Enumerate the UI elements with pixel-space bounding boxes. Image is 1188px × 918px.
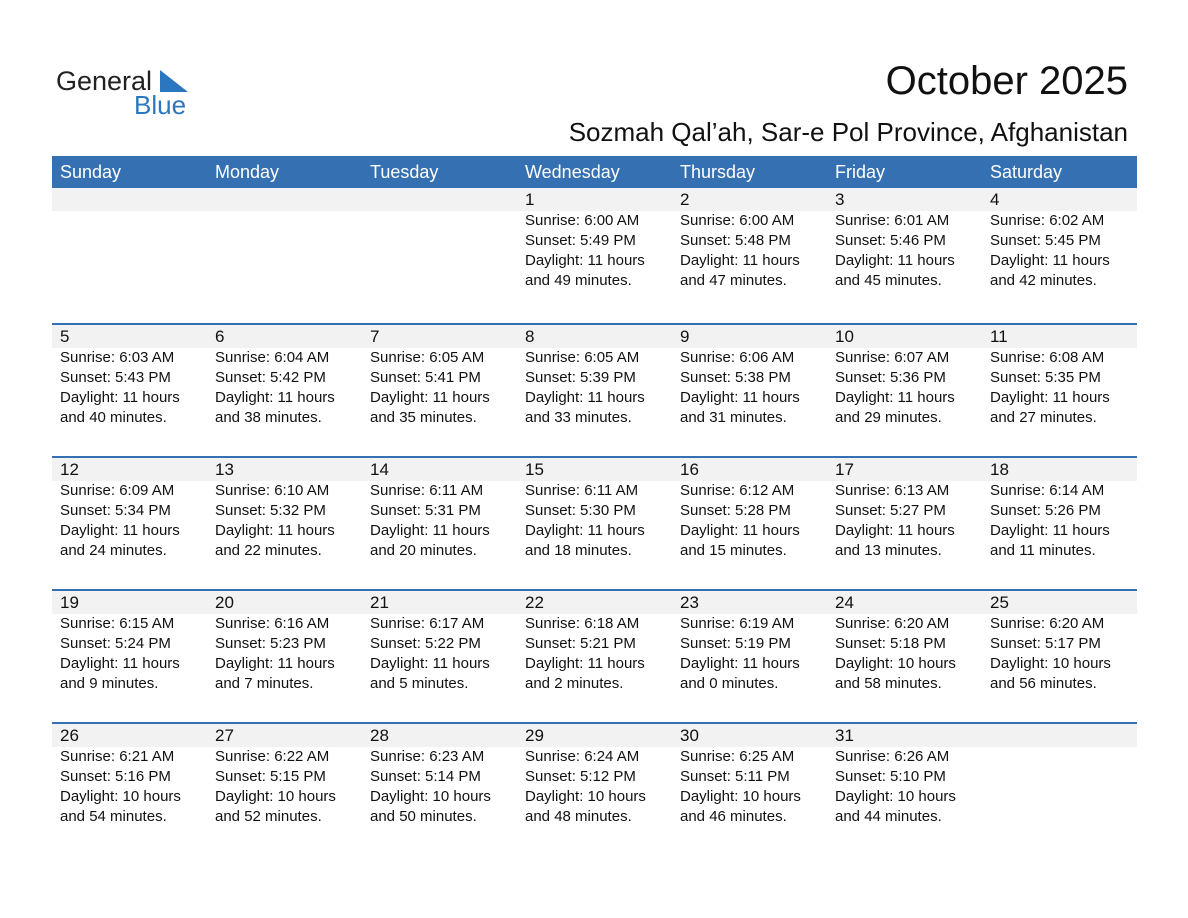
daylight-minutes-text: and 50 minutes. — [370, 808, 477, 825]
daylight-text: Daylight: 11 hours — [525, 655, 645, 672]
daylight-text: Daylight: 11 hours — [215, 389, 335, 406]
day-cell — [207, 591, 362, 694]
sunset-text: Sunset: 5:28 PM — [680, 502, 791, 519]
sunset-text: Sunset: 5:18 PM — [835, 635, 946, 652]
calendar-grid — [52, 156, 1137, 855]
sunset-text: Sunset: 5:30 PM — [525, 502, 636, 519]
weekday-wednesday: Wednesday — [525, 162, 620, 182]
location-subtitle: Sozmah Qal’ah, Sar-e Pol Province, Afghanistan — [568, 117, 1128, 147]
daylight-minutes-text: and 5 minutes. — [370, 675, 469, 692]
daylight-text: Daylight: 10 hours — [525, 788, 646, 805]
daylight-text: Daylight: 11 hours — [60, 655, 180, 672]
day-number: 21 — [370, 593, 389, 612]
day-cell — [672, 724, 827, 827]
day-number: 16 — [680, 460, 699, 479]
daylight-minutes-text: and 18 minutes. — [525, 542, 632, 559]
day-cell — [517, 724, 672, 827]
day-cell — [672, 188, 827, 291]
week-cells — [52, 325, 1137, 428]
daylight-text: Daylight: 11 hours — [525, 389, 645, 406]
sunset-text: Sunset: 5:42 PM — [215, 369, 326, 386]
sunset-text: Sunset: 5:31 PM — [370, 502, 481, 519]
daylight-text: Daylight: 11 hours — [990, 522, 1110, 539]
daylight-text: Daylight: 11 hours — [835, 389, 955, 406]
daylight-minutes-text: and 22 minutes. — [215, 542, 322, 559]
day-cell — [362, 591, 517, 694]
weekday-header-row — [52, 156, 1137, 188]
sunrise-text: Sunrise: 6:19 AM — [680, 615, 795, 632]
sunrise-text: Sunrise: 6:05 AM — [525, 349, 640, 366]
sunset-text: Sunset: 5:19 PM — [680, 635, 791, 652]
day-cell — [827, 724, 982, 827]
daylight-minutes-text: and 13 minutes. — [835, 542, 942, 559]
day-cell — [672, 325, 827, 428]
daylight-text: Daylight: 10 hours — [370, 788, 491, 805]
daylight-text: Daylight: 11 hours — [525, 522, 645, 539]
day-number: 13 — [215, 460, 234, 479]
sunset-text: Sunset: 5:41 PM — [370, 369, 481, 386]
weekday-tuesday: Tuesday — [370, 162, 439, 182]
daylight-minutes-text: and 33 minutes. — [525, 409, 632, 426]
day-number: 30 — [680, 726, 699, 745]
sunrise-text: Sunrise: 6:20 AM — [835, 615, 950, 632]
day-cell — [827, 591, 982, 694]
day-cell — [52, 458, 207, 561]
sunrise-text: Sunrise: 6:22 AM — [215, 748, 330, 765]
daylight-minutes-text: and 48 minutes. — [525, 808, 632, 825]
day-number: 12 — [60, 460, 79, 479]
weekday-monday: Monday — [215, 162, 280, 182]
daylight-minutes-text: and 46 minutes. — [680, 808, 787, 825]
daylight-text: Daylight: 11 hours — [680, 252, 800, 269]
empty-day-cell — [52, 188, 207, 291]
empty-day-cell — [982, 724, 1137, 827]
sunrise-text: Sunrise: 6:03 AM — [60, 349, 175, 366]
sunrise-text: Sunrise: 6:23 AM — [370, 748, 485, 765]
sunset-text: Sunset: 5:22 PM — [370, 635, 481, 652]
day-cell — [982, 325, 1137, 428]
day-cell — [52, 591, 207, 694]
sunset-text: Sunset: 5:39 PM — [525, 369, 636, 386]
sunrise-text: Sunrise: 6:08 AM — [990, 349, 1105, 366]
sunset-text: Sunset: 5:15 PM — [215, 768, 326, 785]
sunset-text: Sunset: 5:43 PM — [60, 369, 171, 386]
day-number: 8 — [525, 327, 535, 346]
day-number: 31 — [835, 726, 854, 745]
daylight-text: Daylight: 11 hours — [680, 522, 800, 539]
weekday-sunday: Sunday — [60, 162, 122, 182]
day-number: 24 — [835, 593, 854, 612]
day-number: 1 — [525, 190, 535, 209]
sunrise-text: Sunrise: 6:00 AM — [525, 212, 640, 229]
sunrise-text: Sunrise: 6:00 AM — [680, 212, 795, 229]
daylight-minutes-text: and 24 minutes. — [60, 542, 167, 559]
day-cell — [827, 188, 982, 291]
week-row — [52, 589, 1137, 722]
day-number: 11 — [990, 327, 1008, 346]
week-cells — [52, 458, 1137, 561]
sunrise-text: Sunrise: 6:05 AM — [370, 349, 485, 366]
day-cell — [672, 591, 827, 694]
daylight-text: Daylight: 11 hours — [525, 252, 645, 269]
sunrise-text: Sunrise: 6:12 AM — [680, 482, 795, 499]
logo-triangle-icon — [160, 70, 190, 92]
daylight-text: Daylight: 11 hours — [680, 389, 800, 406]
daylight-text: Daylight: 11 hours — [60, 389, 180, 406]
day-number: 15 — [525, 460, 544, 479]
weeks-container — [52, 188, 1137, 855]
daylight-minutes-text: and 56 minutes. — [990, 675, 1097, 692]
daylight-minutes-text: and 52 minutes. — [215, 808, 322, 825]
sunset-text: Sunset: 5:36 PM — [835, 369, 946, 386]
page-title: October 2025 — [885, 59, 1128, 103]
daylight-minutes-text: and 7 minutes. — [215, 675, 314, 692]
sunset-text: Sunset: 5:49 PM — [525, 232, 636, 249]
daylight-minutes-text: and 15 minutes. — [680, 542, 787, 559]
daylight-minutes-text: and 38 minutes. — [215, 409, 322, 426]
sunset-text: Sunset: 5:27 PM — [835, 502, 946, 519]
sunrise-text: Sunrise: 6:25 AM — [680, 748, 795, 765]
day-cell — [517, 188, 672, 291]
day-number: 29 — [525, 726, 544, 745]
logo-text-general: General — [56, 66, 153, 96]
sunrise-text: Sunrise: 6:13 AM — [835, 482, 950, 499]
daylight-minutes-text: and 29 minutes. — [835, 409, 942, 426]
sunrise-text: Sunrise: 6:11 AM — [370, 482, 484, 499]
day-number: 23 — [680, 593, 699, 612]
day-number: 7 — [370, 327, 380, 346]
day-number: 22 — [525, 593, 544, 612]
day-cell — [362, 724, 517, 827]
daylight-text: Daylight: 11 hours — [60, 522, 180, 539]
day-cell — [827, 325, 982, 428]
sunset-text: Sunset: 5:24 PM — [60, 635, 171, 652]
day-number: 18 — [990, 460, 1009, 479]
sunrise-text: Sunrise: 6:26 AM — [835, 748, 950, 765]
day-cell — [52, 724, 207, 827]
daylight-text: Daylight: 11 hours — [370, 522, 490, 539]
sunrise-text: Sunrise: 6:11 AM — [525, 482, 639, 499]
day-cell — [517, 591, 672, 694]
day-cell — [517, 325, 672, 428]
sunset-text: Sunset: 5:46 PM — [835, 232, 946, 249]
day-number: 25 — [990, 593, 1009, 612]
day-number: 9 — [680, 327, 690, 346]
weekday-thursday: Thursday — [680, 162, 756, 182]
daylight-text: Daylight: 11 hours — [990, 389, 1110, 406]
daylight-minutes-text: and 9 minutes. — [60, 675, 159, 692]
sunset-text: Sunset: 5:14 PM — [370, 768, 481, 785]
daylight-text: Daylight: 10 hours — [215, 788, 336, 805]
sunrise-text: Sunrise: 6:04 AM — [215, 349, 330, 366]
day-cell — [362, 325, 517, 428]
daylight-text: Daylight: 11 hours — [215, 655, 335, 672]
day-cell — [672, 458, 827, 561]
day-cell — [982, 458, 1137, 561]
daylight-minutes-text: and 27 minutes. — [990, 409, 1097, 426]
weekday-saturday: Saturday — [990, 162, 1063, 182]
day-cell — [982, 591, 1137, 694]
daylight-minutes-text: and 49 minutes. — [525, 272, 632, 289]
day-number: 10 — [835, 327, 854, 346]
day-number: 3 — [835, 190, 845, 209]
day-cell — [207, 325, 362, 428]
day-cell — [52, 325, 207, 428]
day-number: 2 — [680, 190, 690, 209]
sunset-text: Sunset: 5:12 PM — [525, 768, 636, 785]
day-number: 4 — [990, 190, 1000, 209]
daylight-text: Daylight: 11 hours — [990, 252, 1110, 269]
sunrise-text: Sunrise: 6:01 AM — [835, 212, 950, 229]
day-number: 20 — [215, 593, 234, 612]
week-row — [52, 323, 1137, 456]
daylight-minutes-text: and 40 minutes. — [60, 409, 167, 426]
sunrise-text: Sunrise: 6:14 AM — [990, 482, 1105, 499]
day-cell — [517, 458, 672, 561]
logo-text-blue: Blue — [134, 90, 187, 120]
day-cell — [827, 458, 982, 561]
daylight-minutes-text: and 54 minutes. — [60, 808, 167, 825]
brand-logo — [56, 66, 206, 118]
day-number: 19 — [60, 593, 79, 612]
sunset-text: Sunset: 5:23 PM — [215, 635, 326, 652]
day-number: 27 — [215, 726, 234, 745]
daylight-text: Daylight: 10 hours — [835, 655, 956, 672]
daylight-minutes-text: and 2 minutes. — [525, 675, 624, 692]
sunrise-text: Sunrise: 6:10 AM — [215, 482, 330, 499]
day-number: 6 — [215, 327, 225, 346]
sunrise-text: Sunrise: 6:02 AM — [990, 212, 1105, 229]
daylight-text: Daylight: 10 hours — [680, 788, 801, 805]
daylight-minutes-text: and 47 minutes. — [680, 272, 787, 289]
sunset-text: Sunset: 5:48 PM — [680, 232, 791, 249]
daylight-minutes-text: and 31 minutes. — [680, 409, 787, 426]
weekday-friday: Friday — [835, 162, 886, 182]
week-cells — [52, 188, 1137, 291]
sunrise-text: Sunrise: 6:15 AM — [60, 615, 175, 632]
daylight-text: Daylight: 11 hours — [680, 655, 800, 672]
day-number: 14 — [370, 460, 389, 479]
daylight-text: Daylight: 10 hours — [835, 788, 956, 805]
sunset-text: Sunset: 5:21 PM — [525, 635, 636, 652]
sunrise-text: Sunrise: 6:24 AM — [525, 748, 640, 765]
sunrise-text: Sunrise: 6:16 AM — [215, 615, 330, 632]
week-row — [52, 456, 1137, 589]
daylight-minutes-text: and 0 minutes. — [680, 675, 779, 692]
daylight-minutes-text: and 44 minutes. — [835, 808, 942, 825]
sunrise-text: Sunrise: 6:06 AM — [680, 349, 795, 366]
sunset-text: Sunset: 5:35 PM — [990, 369, 1101, 386]
sunset-text: Sunset: 5:11 PM — [680, 768, 790, 785]
week-row — [52, 188, 1137, 323]
daylight-text: Daylight: 11 hours — [835, 522, 955, 539]
empty-day-cell — [362, 188, 517, 291]
sunset-text: Sunset: 5:32 PM — [215, 502, 326, 519]
daylight-text: Daylight: 11 hours — [370, 389, 490, 406]
daylight-text: Daylight: 11 hours — [370, 655, 490, 672]
sunrise-text: Sunrise: 6:20 AM — [990, 615, 1105, 632]
day-cell — [207, 458, 362, 561]
sunset-text: Sunset: 5:38 PM — [680, 369, 791, 386]
day-cell — [982, 188, 1137, 291]
day-number: 28 — [370, 726, 389, 745]
week-cells — [52, 724, 1137, 827]
daylight-text: Daylight: 11 hours — [835, 252, 955, 269]
sunset-text: Sunset: 5:10 PM — [835, 768, 946, 785]
sunset-text: Sunset: 5:45 PM — [990, 232, 1101, 249]
sunrise-text: Sunrise: 6:09 AM — [60, 482, 175, 499]
daylight-text: Daylight: 10 hours — [60, 788, 181, 805]
daylight-minutes-text: and 35 minutes. — [370, 409, 477, 426]
day-number: 5 — [60, 327, 70, 346]
sunrise-text: Sunrise: 6:17 AM — [370, 615, 485, 632]
daylight-text: Daylight: 11 hours — [215, 522, 335, 539]
week-row — [52, 722, 1137, 855]
daylight-minutes-text: and 45 minutes. — [835, 272, 942, 289]
daylight-minutes-text: and 11 minutes. — [990, 542, 1096, 559]
sunset-text: Sunset: 5:26 PM — [990, 502, 1101, 519]
daylight-minutes-text: and 42 minutes. — [990, 272, 1097, 289]
empty-day-cell — [207, 188, 362, 291]
sunset-text: Sunset: 5:17 PM — [990, 635, 1101, 652]
daylight-minutes-text: and 58 minutes. — [835, 675, 942, 692]
day-number: 26 — [60, 726, 79, 745]
day-cell — [207, 724, 362, 827]
sunset-text: Sunset: 5:16 PM — [60, 768, 171, 785]
daylight-minutes-text: and 20 minutes. — [370, 542, 477, 559]
sunrise-text: Sunrise: 6:07 AM — [835, 349, 950, 366]
day-cell — [362, 458, 517, 561]
sunrise-text: Sunrise: 6:18 AM — [525, 615, 640, 632]
day-number: 17 — [835, 460, 854, 479]
week-cells — [52, 591, 1137, 694]
daylight-text: Daylight: 10 hours — [990, 655, 1111, 672]
sunset-text: Sunset: 5:34 PM — [60, 502, 171, 519]
sunrise-text: Sunrise: 6:21 AM — [60, 748, 175, 765]
